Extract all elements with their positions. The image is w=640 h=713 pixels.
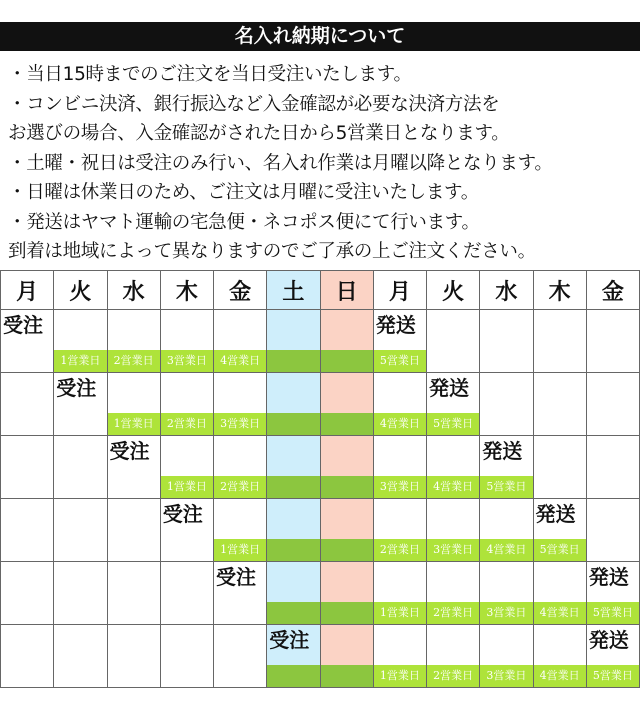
day-cell (160, 373, 213, 436)
business-day-label: 4営業日 (539, 669, 580, 682)
status-label: 受注 (3, 313, 43, 337)
business-day-band (267, 413, 319, 435)
status-label (427, 499, 479, 529)
day-cell (267, 499, 320, 562)
business-day-label: 1営業日 (166, 480, 207, 493)
note-line: お選びの場合、入金確認がされた日から5営業日となります。 (8, 123, 510, 144)
day-cell (427, 625, 480, 688)
status-label (427, 436, 479, 466)
business-day-band (54, 665, 106, 687)
status-label (374, 373, 426, 403)
note-line: ・日曜は休業日のため、ご注文は月曜に受注いたします。 (8, 182, 479, 203)
business-day-band (534, 665, 586, 687)
business-day-band (534, 539, 586, 561)
business-day-label: 5営業日 (592, 669, 633, 682)
status-label (534, 436, 586, 466)
day-cell (320, 562, 373, 625)
business-day-band (214, 413, 266, 435)
business-day-label: 4営業日 (486, 543, 527, 556)
day-cell (533, 373, 586, 436)
day-cell (320, 499, 373, 562)
day-cell (480, 373, 533, 436)
day-cell (427, 310, 480, 373)
status-label (214, 625, 266, 655)
status-label (321, 310, 373, 340)
day-cell (373, 373, 426, 436)
status-label (480, 310, 532, 340)
business-day-band (587, 539, 639, 561)
status-label (1, 436, 53, 466)
day-cell (54, 436, 107, 499)
note-line: ・土曜・祝日は受注のみ行い、名入れ作業は月曜以降となります。 (8, 152, 553, 174)
weekday-header: 火 (54, 271, 107, 310)
day-cell (427, 436, 480, 499)
business-day-label: 3営業日 (166, 354, 207, 367)
business-day-band (534, 350, 586, 372)
day-cell (107, 373, 160, 436)
day-cell (1, 373, 54, 436)
business-day-label: 3営業日 (486, 669, 527, 682)
business-day-band (108, 350, 160, 372)
business-day-band (480, 602, 532, 624)
business-day-band (1, 665, 53, 687)
business-day-band (54, 413, 106, 435)
status-label (54, 625, 106, 655)
status-label: 発送 (375, 313, 416, 337)
status-label (1, 373, 53, 403)
status-label (534, 625, 586, 655)
day-cell (373, 436, 426, 499)
business-day-label: 3営業日 (433, 543, 474, 556)
business-day-band (321, 602, 373, 624)
status-label (480, 373, 532, 403)
business-day-band (54, 476, 106, 498)
day-cell (214, 562, 267, 625)
status-label (321, 562, 373, 592)
weekday-header: 木 (533, 271, 586, 310)
day-cell (214, 373, 267, 436)
business-day-band (54, 539, 106, 561)
note-line: 到着は地域によって異なりますのでご了承の上ご注文ください。 (8, 241, 536, 262)
weekday-header: 水 (107, 271, 160, 310)
status-label (214, 373, 266, 403)
business-day-band (267, 539, 319, 561)
status-label (267, 310, 319, 340)
business-day-band (267, 476, 319, 498)
day-cell (214, 625, 267, 688)
business-day-band (108, 539, 160, 561)
section-title: 名入れ納期について (0, 22, 640, 51)
day-cell (107, 310, 160, 373)
status-label (587, 373, 639, 403)
business-day-band (374, 539, 426, 561)
business-day-label: 3営業日 (220, 417, 261, 430)
status-label (480, 499, 532, 529)
business-day-band (374, 476, 426, 498)
status-label (587, 499, 639, 529)
day-cell (1, 310, 54, 373)
business-day-label: 1営業日 (379, 606, 420, 619)
weekday-header: 月 (373, 271, 426, 310)
status-label (108, 625, 160, 655)
business-day-label: 4営業日 (539, 606, 580, 619)
business-day-label: 2営業日 (433, 669, 474, 682)
status-label (54, 310, 106, 340)
day-cell (427, 499, 480, 562)
status-label (161, 436, 213, 466)
business-day-label: 2営業日 (113, 354, 154, 367)
business-day-band (214, 476, 266, 498)
day-cell (373, 499, 426, 562)
status-label (161, 373, 213, 403)
day-cell (533, 625, 586, 688)
day-cell (267, 625, 320, 688)
business-day-band (214, 665, 266, 687)
business-day-band (480, 476, 532, 498)
day-cell (373, 625, 426, 688)
weekday-header: 水 (480, 271, 533, 310)
day-cell (107, 499, 160, 562)
business-day-band (587, 413, 639, 435)
business-day-label: 3営業日 (486, 606, 527, 619)
business-day-label: 1営業日 (379, 669, 420, 682)
business-day-band (427, 476, 479, 498)
business-day-band (214, 602, 266, 624)
business-day-band (214, 350, 266, 372)
status-label (161, 562, 213, 592)
business-day-band (54, 602, 106, 624)
business-day-band (427, 350, 479, 372)
business-day-band (480, 413, 532, 435)
note-line: ・当日15時までのご注文を当日受注いたします。 (8, 64, 412, 85)
status-label (108, 373, 160, 403)
day-cell (480, 310, 533, 373)
business-day-band (374, 665, 426, 687)
status-label (108, 499, 160, 529)
business-day-band (374, 602, 426, 624)
day-cell (480, 625, 533, 688)
status-label (1, 625, 53, 655)
weekday-header: 月 (1, 271, 54, 310)
status-label (54, 562, 106, 592)
business-day-band (267, 350, 319, 372)
business-day-label: 5営業日 (379, 354, 420, 367)
business-day-band (1, 539, 53, 561)
business-day-label: 5営業日 (433, 417, 474, 430)
business-day-band (161, 476, 213, 498)
day-cell (267, 310, 320, 373)
status-label (427, 562, 479, 592)
weekday-header: 木 (160, 271, 213, 310)
notes-list (8, 60, 638, 267)
day-cell (107, 625, 160, 688)
status-label (161, 625, 213, 655)
status-label (161, 310, 213, 340)
day-cell (267, 562, 320, 625)
business-day-label: 5営業日 (592, 606, 633, 619)
status-label: 発送 (588, 565, 629, 589)
day-cell (160, 499, 213, 562)
status-label (374, 436, 426, 466)
business-day-label: 3営業日 (379, 480, 420, 493)
status-label (108, 562, 160, 592)
schedule-row (1, 436, 640, 499)
business-day-band (427, 602, 479, 624)
status-label (1, 562, 53, 592)
business-day-band (267, 602, 319, 624)
day-cell (107, 562, 160, 625)
business-day-label: 4営業日 (220, 354, 261, 367)
status-label: 発送 (588, 628, 629, 652)
business-day-label: 2営業日 (379, 543, 420, 556)
business-day-band (321, 665, 373, 687)
business-day-band (534, 476, 586, 498)
business-day-band (587, 350, 639, 372)
weekday-header: 日 (320, 271, 373, 310)
schedule-row (1, 562, 640, 625)
business-day-band (321, 413, 373, 435)
business-day-band (480, 665, 532, 687)
business-day-band (480, 350, 532, 372)
schedule-row (1, 625, 640, 688)
day-cell (1, 562, 54, 625)
status-label (534, 310, 586, 340)
business-day-band (321, 476, 373, 498)
business-day-band (1, 602, 53, 624)
status-label (321, 499, 373, 529)
status-label (108, 310, 160, 340)
status-label (321, 373, 373, 403)
business-day-band (427, 665, 479, 687)
day-cell (533, 310, 586, 373)
status-label (267, 436, 319, 466)
day-cell (320, 310, 373, 373)
business-day-band (321, 539, 373, 561)
day-cell (160, 625, 213, 688)
day-cell (320, 373, 373, 436)
day-cell (320, 436, 373, 499)
day-cell (1, 625, 54, 688)
day-cell (533, 436, 586, 499)
business-day-band (374, 350, 426, 372)
day-cell (214, 499, 267, 562)
business-day-band (587, 602, 639, 624)
day-cell (1, 436, 54, 499)
status-label (374, 625, 426, 655)
status-label: 発送 (535, 502, 576, 526)
business-day-band (161, 413, 213, 435)
business-day-label: 5営業日 (486, 480, 527, 493)
status-label: 受注 (56, 376, 97, 400)
business-day-band (214, 539, 266, 561)
status-label: 受注 (216, 565, 256, 589)
business-day-label: 2営業日 (220, 480, 261, 493)
status-label (587, 436, 639, 466)
business-day-band (108, 602, 160, 624)
status-label: 受注 (109, 439, 150, 463)
status-label (480, 562, 532, 592)
business-day-band (587, 665, 639, 687)
day-cell (480, 562, 533, 625)
status-label (54, 436, 106, 466)
status-label (267, 562, 319, 592)
business-day-band (161, 350, 213, 372)
day-cell (54, 499, 107, 562)
business-day-label: 2営業日 (433, 606, 474, 619)
day-cell (1, 499, 54, 562)
business-day-label: 4営業日 (379, 417, 420, 430)
day-cell (214, 436, 267, 499)
status-label (214, 310, 266, 340)
business-day-band (374, 413, 426, 435)
day-cell (54, 562, 107, 625)
day-cell (160, 436, 213, 499)
day-cell (586, 562, 639, 625)
status-label (534, 562, 586, 592)
business-day-band (1, 413, 53, 435)
note-line: ・コンビニ決済、銀行振込など入金確認が必要な決済方法を (8, 93, 500, 115)
business-day-label: 1営業日 (113, 417, 154, 430)
business-day-band (161, 665, 213, 687)
business-day-band (321, 350, 373, 372)
day-cell (586, 499, 639, 562)
day-cell (320, 625, 373, 688)
day-cell (586, 373, 639, 436)
status-label (374, 562, 426, 592)
status-label (267, 499, 319, 529)
day-cell (160, 310, 213, 373)
status-label (374, 499, 426, 529)
day-cell (54, 625, 107, 688)
schedule-row (1, 499, 640, 562)
business-day-band (587, 476, 639, 498)
day-cell (586, 310, 639, 373)
business-day-band (54, 350, 106, 372)
schedule-row (1, 310, 640, 373)
schedule-body (1, 310, 640, 688)
business-day-label: 2営業日 (166, 417, 207, 430)
status-label: 発送 (429, 376, 469, 400)
day-cell (54, 373, 107, 436)
business-day-band (534, 602, 586, 624)
business-day-band (427, 539, 479, 561)
status-label (214, 499, 266, 529)
day-cell (480, 436, 533, 499)
status-label (480, 625, 532, 655)
status-label (427, 310, 479, 340)
business-day-label: 1営業日 (220, 543, 261, 556)
business-day-label: 5営業日 (539, 543, 580, 556)
day-cell (267, 373, 320, 436)
day-cell (533, 499, 586, 562)
business-day-band (267, 665, 319, 687)
business-day-band (161, 539, 213, 561)
weekday-header: 金 (586, 271, 639, 310)
delivery-schedule-table (0, 270, 640, 688)
status-label (214, 436, 266, 466)
business-day-band (427, 413, 479, 435)
day-cell (107, 436, 160, 499)
day-cell (214, 310, 267, 373)
day-cell (533, 562, 586, 625)
weekday-header-row (1, 271, 640, 310)
business-day-band (1, 476, 53, 498)
day-cell (373, 562, 426, 625)
status-label (321, 436, 373, 466)
business-day-band (161, 602, 213, 624)
status-label (321, 625, 373, 655)
business-day-band (1, 350, 53, 372)
status-label (267, 373, 319, 403)
day-cell (427, 373, 480, 436)
day-cell (586, 625, 639, 688)
day-cell (373, 310, 426, 373)
schedule-row (1, 373, 640, 436)
day-cell (267, 436, 320, 499)
weekday-header: 金 (214, 271, 267, 310)
business-day-label: 4営業日 (433, 480, 474, 493)
status-label (1, 499, 53, 529)
status-label: 受注 (162, 502, 203, 526)
note-line: ・発送はヤマト運輸の宅急便・ネコポス便にて行います。 (8, 211, 480, 233)
status-label: 発送 (482, 439, 523, 463)
business-day-band (534, 413, 586, 435)
business-day-band (108, 476, 160, 498)
status-label (427, 625, 479, 655)
day-cell (480, 499, 533, 562)
business-day-band (108, 413, 160, 435)
status-label: 受注 (269, 628, 310, 652)
day-cell (160, 562, 213, 625)
status-label (587, 310, 639, 340)
weekday-header: 火 (427, 271, 480, 310)
day-cell (427, 562, 480, 625)
day-cell (54, 310, 107, 373)
business-day-band (480, 539, 532, 561)
business-day-label: 1営業日 (60, 354, 101, 367)
day-cell (586, 436, 639, 499)
status-label (534, 373, 586, 403)
business-day-band (108, 665, 160, 687)
weekday-header: 土 (267, 271, 320, 310)
status-label (54, 499, 106, 529)
